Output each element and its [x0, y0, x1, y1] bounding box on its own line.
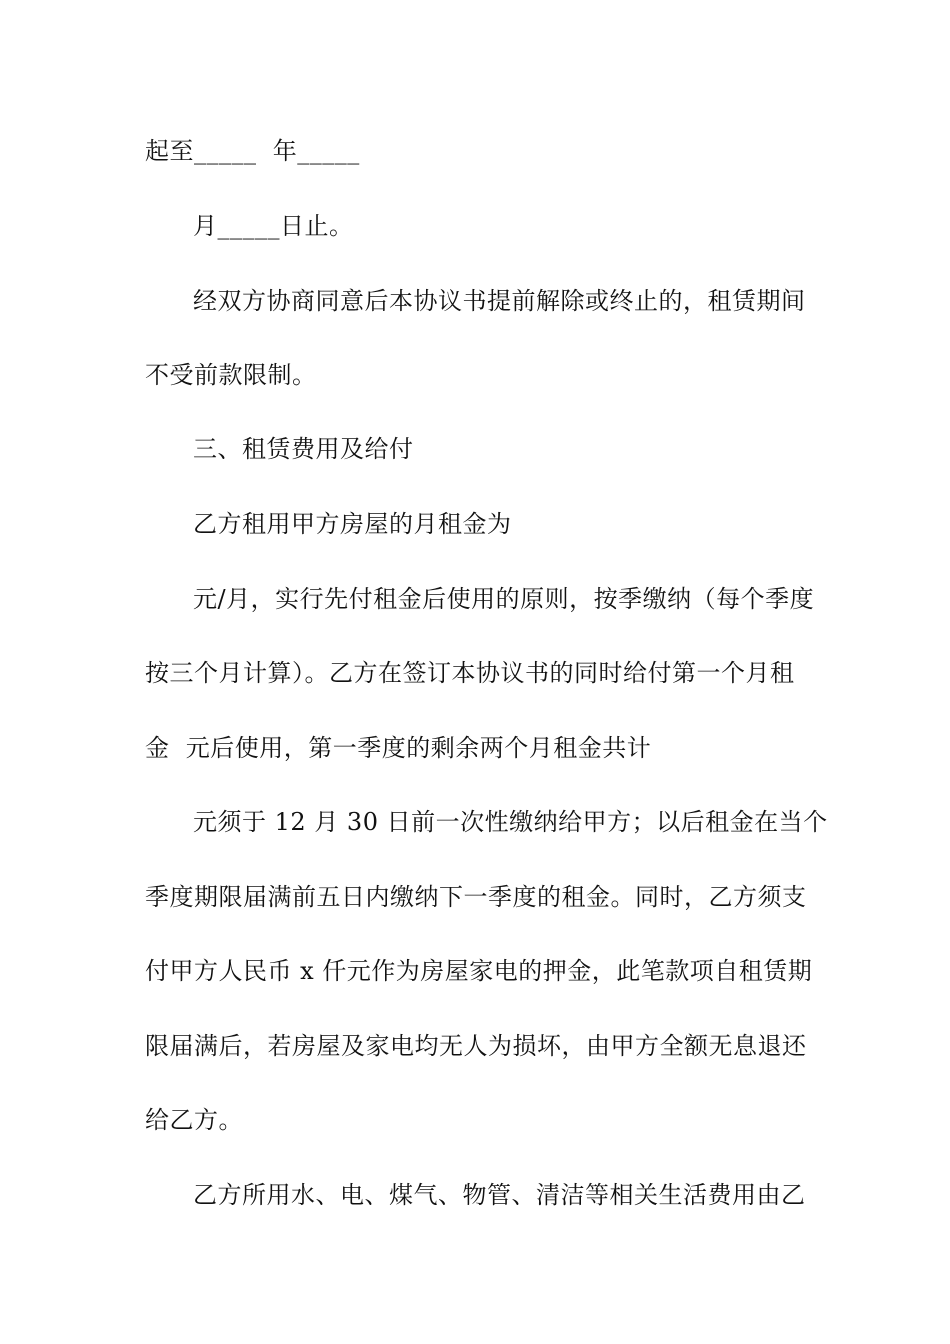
- text-line: 元须于 12 月 30 日前一次性缴纳给甲方；以后租金在当个: [193, 808, 828, 836]
- text-line: 起至_____ 年_____: [145, 137, 360, 165]
- text-line: 不受前款限制。: [145, 361, 317, 389]
- text-line: 季度期限届满前五日内缴纳下一季度的租金。同时，乙方须支: [145, 883, 807, 911]
- text-line: 付甲方人民币 x 仟元作为房屋家电的押金，此笔款项自租赁期: [145, 957, 813, 985]
- text-line: 月_____日止。: [193, 212, 354, 240]
- text-line: 给乙方。: [145, 1106, 243, 1134]
- text-line: 元/月，实行先付租金后使用的原则，按季缴纳（每个季度: [193, 585, 815, 613]
- text-line: 按三个月计算）。乙方在签订本协议书的同时给付第一个月租: [145, 659, 795, 687]
- text-line: 金 元后使用，第一季度的剩余两个月租金共计: [145, 734, 652, 762]
- text-line: 经双方协商同意后本协议书提前解除或终止的，租赁期间: [193, 287, 806, 315]
- text-line: 乙方所用水、电、煤气、物管、清洁等相关生活费用由乙: [193, 1181, 806, 1209]
- text-line: 乙方租用甲方房屋的月租金为: [193, 510, 512, 538]
- section-heading: 三、租赁费用及给付: [193, 435, 414, 463]
- text-line: 限届满后，若房屋及家电均无人为损坏，由甲方全额无息退还: [145, 1032, 807, 1060]
